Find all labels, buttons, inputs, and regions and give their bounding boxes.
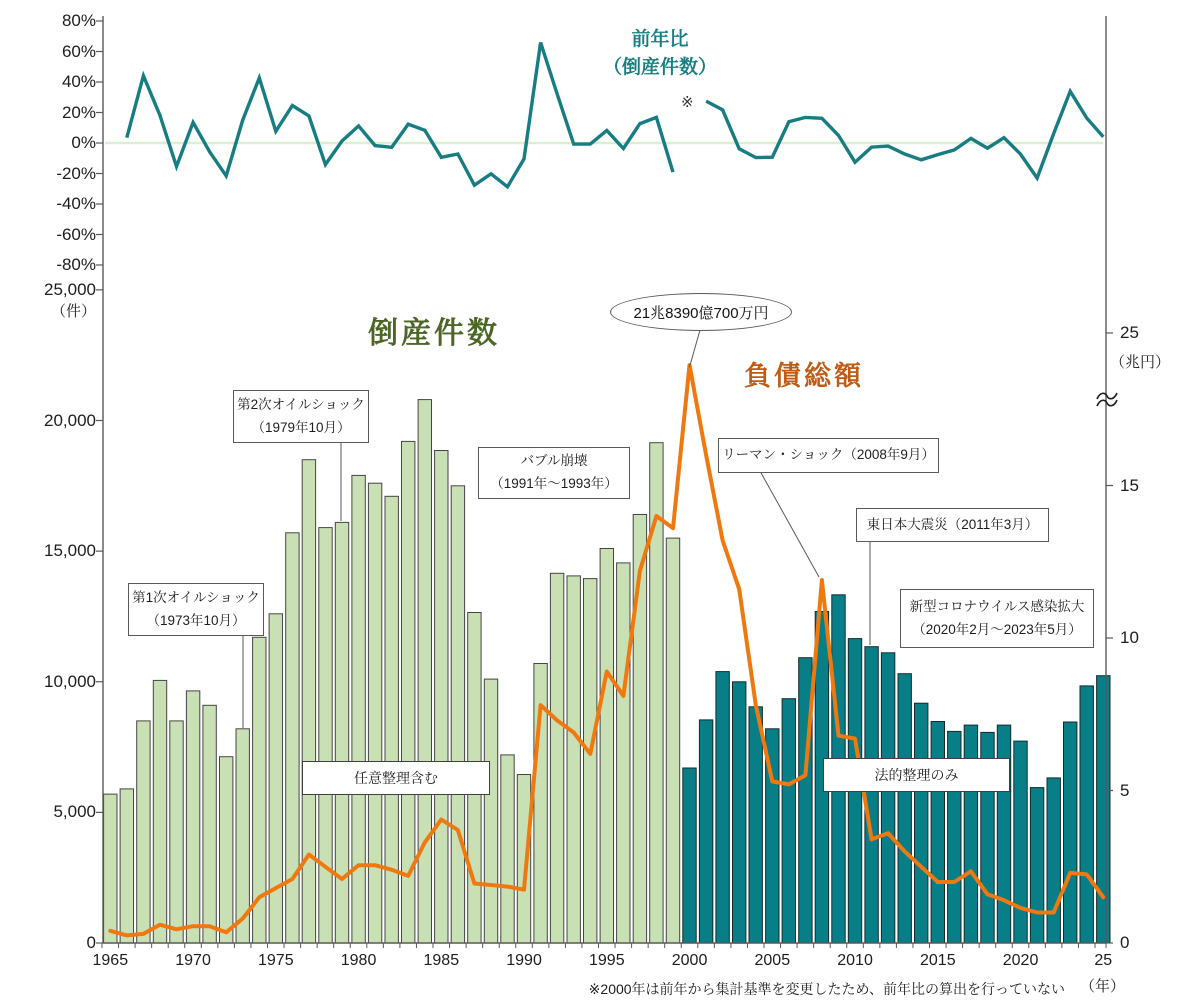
y-tick-debt: 0 <box>1120 933 1130 952</box>
y-tick-percent: 0% <box>71 133 96 152</box>
y-tick-percent: -20% <box>56 163 96 183</box>
x-tick-year: 1965 <box>92 952 129 969</box>
annotation-quake-line: 東日本大震災（2011年3月） <box>866 516 1039 532</box>
bar-2016 <box>948 731 961 943</box>
bar-1995 <box>600 549 613 944</box>
bar-1988 <box>484 679 497 943</box>
y-tick-percent: -40% <box>56 194 96 213</box>
y-tick-debt: 10 <box>1120 628 1139 647</box>
bar-1966 <box>120 789 133 943</box>
bar-1977 <box>302 460 315 943</box>
bar-1970 <box>186 691 199 943</box>
left-axis-unit: （件） <box>50 303 96 320</box>
bar-2012 <box>881 653 894 943</box>
annotation-bubble-line: バブル崩壊 <box>520 453 588 469</box>
bar-1968 <box>153 680 166 943</box>
bar-2020 <box>1014 741 1027 943</box>
yoy-line <box>706 91 1103 178</box>
x-tick-year: 2000 <box>671 952 708 969</box>
bar-2019 <box>997 725 1010 943</box>
yoy-title-line2: （倒産件数） <box>602 56 717 78</box>
bar-2004 <box>749 707 762 943</box>
yoy-gap-asterisk: ※ <box>681 94 694 111</box>
x-axis-unit: （年） <box>1080 978 1126 995</box>
bar-1996 <box>617 563 630 943</box>
bar-2000 <box>683 768 696 943</box>
bar-2022 <box>1047 778 1060 943</box>
bar-2017 <box>964 725 977 943</box>
counts-series-title: 倒産件数 <box>368 317 500 350</box>
yoy-title-line1: 前年比 <box>631 29 689 50</box>
axis-break-icon <box>1097 393 1117 399</box>
annotation-corona-line: 新型コロナウイルス感染拡大 <box>909 598 1085 614</box>
bar-2011 <box>865 647 878 943</box>
bar-2021 <box>1030 788 1043 943</box>
annotation-oil1-line: 第1次オイルショック <box>132 589 260 605</box>
annotation-oil2-line: 第2次オイルショック <box>237 396 365 412</box>
y-tick-count: 15,000 <box>44 541 96 561</box>
x-tick-year: 1995 <box>589 952 625 969</box>
bar-1965 <box>104 794 117 943</box>
bar-2006 <box>782 699 795 943</box>
y-tick-debt: 25 <box>1120 322 1139 342</box>
x-tick-year: 1985 <box>423 952 460 969</box>
y-tick-count: 5,000 <box>53 802 96 822</box>
bar-2024 <box>1080 686 1093 943</box>
y-tick-percent: -80% <box>56 255 96 274</box>
bar-1980 <box>352 475 365 943</box>
y-tick-percent: 40% <box>61 72 96 91</box>
x-tick-year: 1975 <box>258 952 294 969</box>
right-axis-unit: （兆円） <box>1110 354 1171 371</box>
x-tick-year: 2010 <box>837 952 873 969</box>
annotation-oil1-line: （1973年10月） <box>146 612 246 628</box>
y-tick-debt: 15 <box>1120 475 1139 495</box>
bar-2003 <box>733 682 746 943</box>
bar-1989 <box>501 755 514 943</box>
bar-2010 <box>848 639 861 943</box>
annotation-corona-line: （2020年2月～2023年5月） <box>912 621 1082 637</box>
bar-2014 <box>915 703 928 943</box>
bar-2013 <box>898 674 911 943</box>
annotation-leader-lehman <box>760 471 819 577</box>
bar-1971 <box>203 705 216 943</box>
bar-2025 <box>1097 676 1110 943</box>
bar-1987 <box>468 613 481 944</box>
y-tick-percent: -60% <box>56 224 96 244</box>
bar-2015 <box>931 722 944 944</box>
bar-1993 <box>567 576 580 943</box>
y-tick-count: 25,000 <box>44 279 96 299</box>
yoy-line <box>127 43 673 187</box>
annotation-oil2-line: （1979年10月） <box>251 419 351 435</box>
bar-1981 <box>368 483 381 943</box>
axis-break-icon <box>1097 400 1117 406</box>
bar-2009 <box>832 595 845 943</box>
annotation-bubble-line: （1991年～1993年） <box>490 476 618 491</box>
bar-1986 <box>451 486 464 943</box>
debt-series-title: 負債総額 <box>744 361 864 391</box>
bar-1967 <box>137 721 150 943</box>
bar-2001 <box>699 720 712 943</box>
y-tick-percent: 60% <box>61 41 96 61</box>
bar-1975 <box>269 614 282 943</box>
x-tick-year: 2020 <box>1002 952 1039 969</box>
y-tick-count: 10,000 <box>44 671 96 691</box>
callout-leader <box>690 330 701 367</box>
bar-2018 <box>981 732 994 943</box>
y-tick-percent: 80% <box>61 11 96 30</box>
bar-1984 <box>418 400 431 943</box>
x-tick-year: 1970 <box>175 952 211 969</box>
bar-1992 <box>550 573 563 943</box>
bar-2002 <box>716 672 729 943</box>
bar-2023 <box>1064 722 1077 943</box>
bar-1982 <box>385 496 398 943</box>
x-tick-year: 25 <box>1094 952 1113 969</box>
y-tick-percent: 20% <box>61 102 96 122</box>
debt-peak-callout: 21兆8390億700万円 <box>610 293 792 331</box>
bar-1972 <box>220 757 233 943</box>
y-tick-debt: 5 <box>1120 780 1130 800</box>
x-tick-year: 2005 <box>754 952 791 969</box>
x-tick-year: 1980 <box>340 952 377 969</box>
footnote: ※2000年は前年から集計基準を変更したため、前年比の算出を行っていない <box>588 981 1065 997</box>
bar-2008 <box>815 612 828 944</box>
bar-1985 <box>435 451 448 944</box>
bar-1978 <box>319 528 332 943</box>
annotation-lehman-line: リーマン・ショック（2008年9月） <box>722 447 935 463</box>
x-tick-year: 2015 <box>920 952 956 969</box>
bar-1969 <box>170 721 183 943</box>
bar-1999 <box>666 538 679 943</box>
y-tick-count: 0 <box>86 933 96 952</box>
segment-label-voluntary: 任意整理含む <box>302 761 490 795</box>
bar-1994 <box>584 579 597 943</box>
y-tick-count: 20,000 <box>44 410 96 430</box>
x-tick-year: 1990 <box>506 952 542 969</box>
segment-label-legal: 法的整理のみ <box>823 758 1010 792</box>
